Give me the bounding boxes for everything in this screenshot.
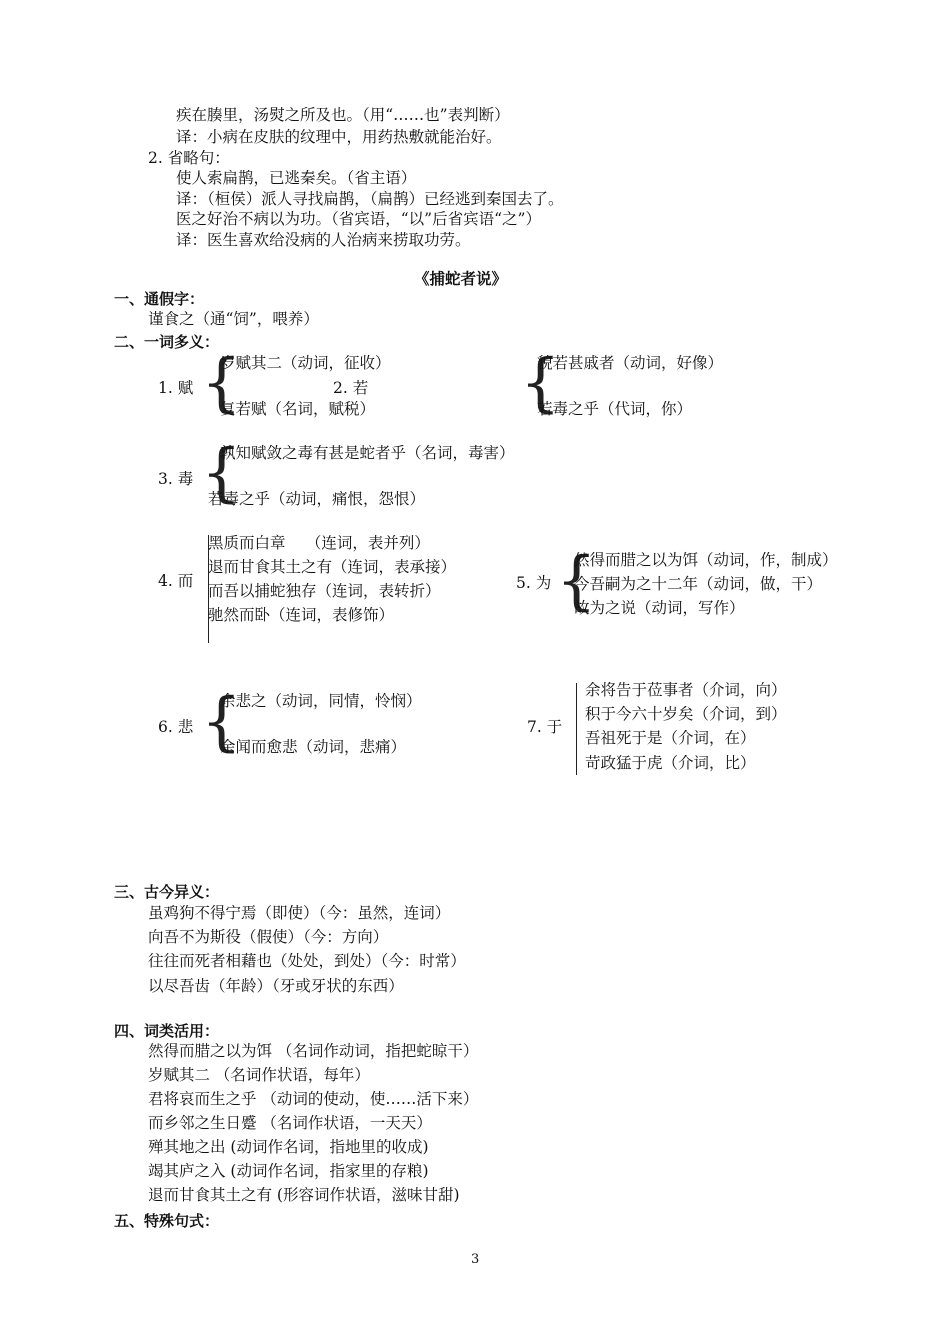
brace-icon: { bbox=[201, 346, 242, 420]
list-item: 君将哀而生之乎 （动词的使动，使……活下来） bbox=[148, 1090, 479, 1108]
list-item: 殚其地之出 (动词作名词，指地里的收成) bbox=[148, 1138, 429, 1156]
sense-item: 积于今六十岁矣（介词，到） bbox=[585, 705, 787, 723]
sense-item: 余闻而愈悲（动词，悲痛） bbox=[220, 738, 407, 756]
sense-item: 而吾以捕蛇独存（连词，表转折） bbox=[208, 582, 441, 600]
list-item: 而乡邻之生日蹙 （名词作状语，一天天） bbox=[148, 1114, 432, 1132]
sense-item: 黑质而白章 （连词，表并列） bbox=[208, 534, 430, 552]
list-item: 向吾不为斯役（假使）（今：方向） bbox=[148, 928, 389, 946]
word-label: 4. 而 bbox=[158, 572, 194, 590]
intro-line: 译：小病在皮肤的纹理中，用药热敷就能治好。 bbox=[176, 128, 502, 146]
brace-icon: { bbox=[556, 544, 597, 618]
intro-line: 译：医生喜欢给没病的人治病来捞取功劳。 bbox=[176, 231, 471, 249]
intro-line: 译：（桓侯）派人寻找扁鹊，（扁鹊）已经逃到秦国去了。 bbox=[176, 190, 564, 208]
intro-line: 医之好治不病以为功。（省宾语，“以”后省宾语“之”） bbox=[176, 210, 541, 228]
word-label: 7. 于 bbox=[527, 718, 563, 736]
list-item: 然得而腊之以为饵 （名词作动词，指把蛇晾干） bbox=[148, 1042, 479, 1060]
sense-item: 孰知赋敛之毒有甚是蛇者乎（名词，毒害） bbox=[220, 444, 515, 462]
list-item: 谨食之（通“饲”，喂养） bbox=[148, 310, 319, 328]
word-label: 2. 若 bbox=[333, 379, 369, 397]
sense-item: 貌若甚戚者（动词，好像） bbox=[537, 354, 724, 372]
word-label: 5. 为 bbox=[516, 574, 552, 592]
list-item: 虽鸡狗不得宁焉（即使）（今：虽然，连词） bbox=[148, 904, 451, 922]
brace-icon: { bbox=[201, 436, 242, 510]
list-item: 竭其庐之入 (动词作名词，指家里的存粮) bbox=[148, 1162, 429, 1180]
sense-item: 岁赋其二（动词，征收） bbox=[220, 354, 391, 372]
sense-item: 吾祖死于是（介词，在） bbox=[585, 729, 756, 747]
sense-item: 余悲之（动词，同情，怜悯） bbox=[220, 692, 422, 710]
intro-line: 使人索扁鹊，已逃秦矣。（省主语） bbox=[176, 169, 417, 187]
list-item: 往往而死者相藉也（处处，到处）（今：时常） bbox=[148, 952, 466, 970]
sense-item: 今吾嗣为之十二年（动词，做，干） bbox=[574, 575, 823, 593]
word-label: 3. 毒 bbox=[158, 470, 194, 488]
list-item: 岁赋其二 （名词作状语，每年） bbox=[148, 1066, 370, 1084]
section-heading: 一、通假字： bbox=[114, 290, 205, 308]
sense-item: 若毒之乎（代词，你） bbox=[537, 400, 693, 418]
sense-item: 余将告于莅事者（介词，向） bbox=[585, 681, 787, 699]
sense-item: 故为之说（动词，写作） bbox=[574, 599, 745, 617]
list-item: 退而甘食其土之有 (形容词作状语，滋味甘甜) bbox=[148, 1186, 460, 1204]
word-label: 1. 赋 bbox=[158, 379, 194, 397]
page-number: 3 bbox=[471, 1252, 480, 1267]
sense-item: 复若赋（名词，赋税） bbox=[220, 400, 376, 418]
brace-icon: { bbox=[520, 346, 561, 420]
section-heading: 三、古今异义： bbox=[114, 883, 220, 901]
section-heading: 五、特殊句式： bbox=[114, 1212, 220, 1230]
brace-icon bbox=[576, 683, 577, 775]
sense-item: 退而甘食其土之有（连词，表承接） bbox=[208, 558, 457, 576]
sense-item: 苛政猛于虎（介词，比） bbox=[585, 754, 756, 772]
sense-item: 若毒之乎（动词，痛恨，怨恨） bbox=[208, 490, 426, 508]
word-label: 6. 悲 bbox=[158, 718, 194, 736]
page-title: 《捕蛇者说》 bbox=[414, 270, 508, 288]
list-item: 以尽吾齿（年龄）（牙或牙状的东西） bbox=[148, 977, 404, 995]
section-heading: 二、一词多义： bbox=[114, 333, 220, 351]
section-heading: 四、词类活用： bbox=[114, 1022, 220, 1040]
intro-line: 疾在腠里，汤熨之所及也。（用“……也”表判断） bbox=[176, 106, 510, 124]
intro-heading: 2. 省略句： bbox=[148, 149, 230, 167]
sense-item: 驰然而卧（连词，表修饰） bbox=[208, 606, 395, 624]
brace-icon: { bbox=[201, 685, 242, 759]
sense-item: 然得而腊之以为饵（动词，作，制成） bbox=[574, 551, 838, 569]
